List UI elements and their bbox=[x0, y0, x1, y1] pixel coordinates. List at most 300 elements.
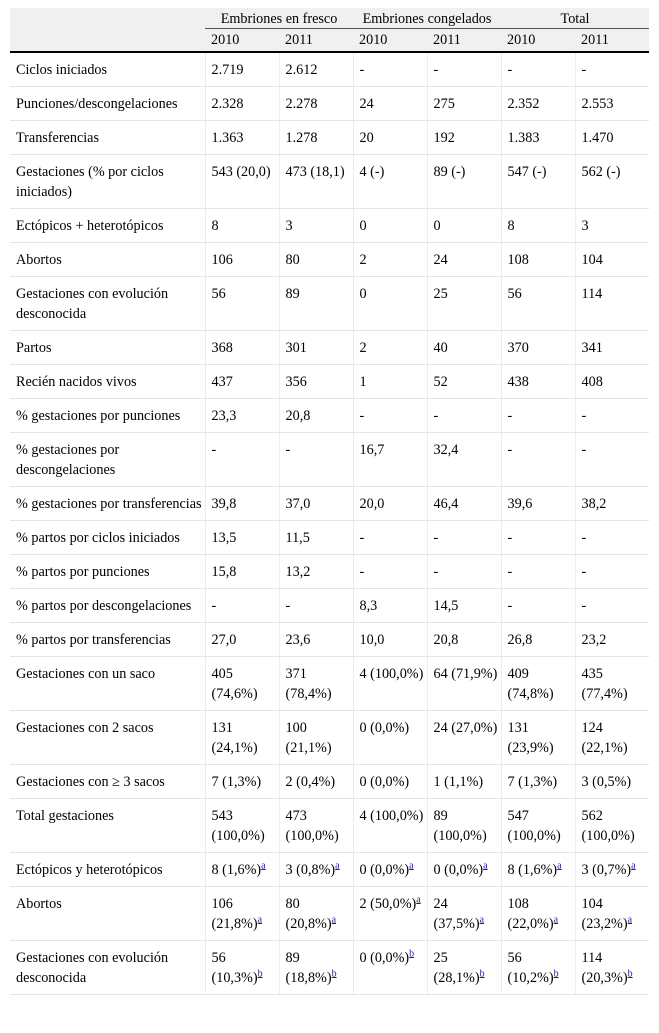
table-cell bbox=[279, 799, 353, 853]
cell-value: - bbox=[581, 442, 587, 458]
row-label: % partos por transferencias bbox=[10, 623, 205, 657]
cell-value: 2.352 bbox=[507, 96, 540, 112]
table-cell bbox=[353, 52, 427, 87]
table-cell bbox=[205, 657, 279, 711]
table-cell bbox=[279, 243, 353, 277]
cell-value: 46,4 bbox=[433, 496, 459, 512]
cell-value: 0 bbox=[359, 286, 367, 302]
table-cell bbox=[205, 155, 279, 209]
table-cell bbox=[353, 555, 427, 589]
table-row bbox=[10, 799, 649, 853]
table-cell bbox=[279, 209, 353, 243]
table-cell bbox=[575, 555, 649, 589]
footnote-link[interactable]: b bbox=[479, 968, 485, 980]
table-row bbox=[10, 853, 649, 887]
cell-value: 40 bbox=[433, 340, 448, 356]
header-group-total: Total bbox=[501, 8, 649, 29]
table-cell bbox=[575, 853, 649, 887]
row-label: Abortos bbox=[10, 887, 205, 941]
table-row bbox=[10, 399, 649, 433]
cell-value: 4 (-) bbox=[359, 164, 385, 180]
row-label: Total gestaciones bbox=[10, 799, 205, 853]
footnote-link[interactable]: a bbox=[261, 860, 266, 872]
table-cell bbox=[353, 941, 427, 995]
cell-value: 56 bbox=[211, 286, 226, 302]
table-cell bbox=[501, 765, 575, 799]
table-cell bbox=[575, 799, 649, 853]
table-cell bbox=[205, 399, 279, 433]
cell-value: 2 bbox=[359, 252, 367, 268]
cell-value: 131 (24,1%) bbox=[211, 720, 258, 756]
cell-value: 106 bbox=[211, 252, 233, 268]
cell-value: 7 (1,3%) bbox=[507, 774, 558, 790]
header-group-congelados: Embriones congelados bbox=[353, 8, 501, 29]
cell-value: 106 (21,8%) bbox=[211, 896, 258, 932]
cell-value: - bbox=[581, 408, 587, 424]
cell-value: 8 (1,6%) bbox=[507, 862, 558, 878]
table-row bbox=[10, 887, 649, 941]
cell-value: 8 (1,6%) bbox=[211, 862, 262, 878]
table-cell bbox=[279, 555, 353, 589]
footnote-link[interactable]: a bbox=[331, 914, 337, 926]
cell-value: 25 bbox=[433, 286, 448, 302]
cell-value: 20,0 bbox=[359, 496, 385, 512]
table-cell bbox=[575, 52, 649, 87]
row-label: Gestaciones con evolución desconocida bbox=[10, 277, 205, 331]
cell-value: 1 bbox=[359, 374, 367, 390]
row-label: % gestaciones por descongelaciones bbox=[10, 433, 205, 487]
table-row bbox=[10, 521, 649, 555]
table-cell bbox=[575, 331, 649, 365]
header-group-row bbox=[10, 8, 649, 29]
cell-value: 2 (0,4%) bbox=[285, 774, 336, 790]
cell-value: 0 (0,0%) bbox=[433, 862, 484, 878]
cell-value: - bbox=[581, 598, 587, 614]
cell-value: - bbox=[507, 442, 513, 458]
row-label: Gestaciones (% por ciclos iniciados) bbox=[10, 155, 205, 209]
cell-value: 275 bbox=[433, 96, 455, 112]
table-cell bbox=[427, 711, 501, 765]
table-cell bbox=[205, 941, 279, 995]
table-cell bbox=[501, 87, 575, 121]
table-cell bbox=[353, 521, 427, 555]
table-cell bbox=[575, 521, 649, 555]
table-cell bbox=[427, 521, 501, 555]
table-row bbox=[10, 555, 649, 589]
cell-value: - bbox=[433, 408, 439, 424]
table-cell bbox=[279, 487, 353, 521]
table-cell bbox=[279, 331, 353, 365]
cell-value: 23,3 bbox=[211, 408, 237, 424]
table-cell bbox=[427, 433, 501, 487]
table-cell bbox=[205, 555, 279, 589]
table-cell bbox=[353, 209, 427, 243]
table-cell bbox=[353, 121, 427, 155]
cell-value: 32,4 bbox=[433, 442, 459, 458]
table-cell bbox=[501, 277, 575, 331]
table-row bbox=[10, 657, 649, 711]
table-cell bbox=[353, 487, 427, 521]
cell-value: 3 bbox=[581, 218, 589, 234]
cell-value: 89 (-) bbox=[433, 164, 466, 180]
table-row bbox=[10, 433, 649, 487]
table-cell bbox=[427, 853, 501, 887]
table-cell bbox=[575, 121, 649, 155]
footnote-link[interactable]: b bbox=[331, 968, 337, 980]
table-cell bbox=[501, 799, 575, 853]
cell-value: 301 bbox=[285, 340, 307, 356]
cell-value: 0 (0,0%) bbox=[359, 950, 410, 966]
table-cell bbox=[575, 941, 649, 995]
cell-value: 405 (74,6%) bbox=[211, 666, 258, 702]
cell-value: 24 (37,5%) bbox=[433, 896, 480, 932]
cell-value: 2 (50,0%) bbox=[359, 896, 417, 912]
header-group-fresco: Embriones en fresco bbox=[205, 8, 353, 29]
footnote-link[interactable]: a bbox=[335, 860, 340, 872]
table-cell bbox=[501, 589, 575, 623]
table-cell bbox=[501, 623, 575, 657]
row-label: Ectópicos + heterotópicos bbox=[10, 209, 205, 243]
cell-value: 20,8 bbox=[285, 408, 311, 424]
footnote-link[interactable]: a bbox=[557, 860, 562, 872]
table-cell bbox=[427, 487, 501, 521]
cell-value: 409 (74,8%) bbox=[507, 666, 554, 702]
cell-value: 0 (0,0%) bbox=[359, 720, 410, 736]
table-cell bbox=[205, 331, 279, 365]
table-cell bbox=[501, 941, 575, 995]
cell-value: - bbox=[359, 530, 365, 546]
cell-value: 23,6 bbox=[285, 632, 311, 648]
cell-value: 356 bbox=[285, 374, 307, 390]
table-row bbox=[10, 121, 649, 155]
table-cell bbox=[279, 433, 353, 487]
footnote-link[interactable]: a bbox=[257, 914, 263, 926]
table-cell bbox=[501, 521, 575, 555]
table-cell bbox=[427, 121, 501, 155]
row-label: Gestaciones con ≥ 3 sacos bbox=[10, 765, 205, 799]
cell-value: 473 (100,0%) bbox=[285, 808, 339, 844]
table-cell bbox=[279, 277, 353, 331]
table-row bbox=[10, 941, 649, 995]
table-cell bbox=[501, 711, 575, 765]
table-cell bbox=[279, 887, 353, 941]
cell-value: 89 (18,8%) bbox=[285, 950, 332, 986]
cell-value: 8 bbox=[507, 218, 515, 234]
table-cell bbox=[353, 589, 427, 623]
table-cell bbox=[205, 765, 279, 799]
cell-value: 80 bbox=[285, 252, 300, 268]
header-year: 2010 bbox=[205, 29, 279, 53]
table-cell bbox=[427, 209, 501, 243]
table-cell bbox=[353, 657, 427, 711]
footnote-link[interactable]: a bbox=[483, 860, 488, 872]
table-cell bbox=[279, 399, 353, 433]
table-cell bbox=[353, 433, 427, 487]
table-cell bbox=[501, 887, 575, 941]
cell-value: 1.278 bbox=[285, 130, 318, 146]
table-cell bbox=[205, 853, 279, 887]
cell-value: 4 (100,0%) bbox=[359, 808, 424, 824]
cell-value: 13,2 bbox=[285, 564, 311, 580]
cell-value: 108 bbox=[507, 252, 529, 268]
table-header bbox=[10, 8, 649, 52]
row-label: % gestaciones por punciones bbox=[10, 399, 205, 433]
cell-value: - bbox=[507, 530, 513, 546]
row-label: Recién nacidos vivos bbox=[10, 365, 205, 399]
cell-value: 3 (0,7%) bbox=[581, 862, 632, 878]
table-cell bbox=[279, 853, 353, 887]
header-year: 2010 bbox=[353, 29, 427, 53]
footnote-link[interactable]: a bbox=[627, 914, 633, 926]
cell-value: - bbox=[507, 62, 513, 78]
cell-value: 64 (71,9%) bbox=[433, 666, 498, 682]
table-cell bbox=[575, 399, 649, 433]
table-cell bbox=[279, 711, 353, 765]
table-cell bbox=[279, 765, 353, 799]
cell-value: 11,5 bbox=[285, 530, 310, 546]
cell-value: 56 (10,2%) bbox=[507, 950, 554, 986]
cell-value: 89 (100,0%) bbox=[433, 808, 487, 844]
cell-value: 2.328 bbox=[211, 96, 244, 112]
row-label: % partos por ciclos iniciados bbox=[10, 521, 205, 555]
cell-value: 13,5 bbox=[211, 530, 237, 546]
table-cell bbox=[353, 623, 427, 657]
table-cell bbox=[575, 209, 649, 243]
cell-value: - bbox=[581, 62, 587, 78]
cell-value: 14,5 bbox=[433, 598, 459, 614]
cell-value: - bbox=[359, 62, 365, 78]
row-label: Abortos bbox=[10, 243, 205, 277]
footnote-link[interactable]: b bbox=[553, 968, 559, 980]
table-cell bbox=[353, 711, 427, 765]
cell-value: 24 bbox=[433, 252, 448, 268]
cell-value: - bbox=[507, 564, 513, 580]
table-cell bbox=[427, 941, 501, 995]
cell-value: 547 (-) bbox=[507, 164, 547, 180]
cell-value: 1.363 bbox=[211, 130, 244, 146]
table-cell bbox=[205, 433, 279, 487]
table-cell bbox=[353, 887, 427, 941]
row-label: Gestaciones con evolución desconocida bbox=[10, 941, 205, 995]
footnote-link[interactable]: a bbox=[409, 860, 414, 872]
cell-value: 104 (23,2%) bbox=[581, 896, 628, 932]
table-cell bbox=[427, 623, 501, 657]
table-cell bbox=[427, 331, 501, 365]
table-cell bbox=[427, 52, 501, 87]
cell-value: 16,7 bbox=[359, 442, 385, 458]
table-cell bbox=[575, 365, 649, 399]
row-label: Gestaciones con 2 sacos bbox=[10, 711, 205, 765]
table-cell bbox=[427, 399, 501, 433]
table-cell bbox=[279, 365, 353, 399]
cell-value: 0 (0,0%) bbox=[359, 862, 410, 878]
row-label: % partos por descongelaciones bbox=[10, 589, 205, 623]
cell-value: 543 (20,0) bbox=[211, 164, 271, 180]
cell-value: 20,8 bbox=[433, 632, 459, 648]
cell-value: 89 bbox=[285, 286, 300, 302]
table-cell bbox=[501, 331, 575, 365]
table-body bbox=[10, 52, 649, 995]
row-label: Partos bbox=[10, 331, 205, 365]
table-row bbox=[10, 623, 649, 657]
table-cell bbox=[427, 589, 501, 623]
table-cell bbox=[205, 487, 279, 521]
table-row bbox=[10, 87, 649, 121]
cell-value: 104 bbox=[581, 252, 603, 268]
cell-value: 438 bbox=[507, 374, 529, 390]
cell-value: 26,8 bbox=[507, 632, 533, 648]
cell-value: 39,6 bbox=[507, 496, 533, 512]
table-cell bbox=[205, 87, 279, 121]
cell-value: 124 (22,1%) bbox=[581, 720, 628, 756]
header-year-row bbox=[10, 29, 649, 53]
table-cell bbox=[501, 365, 575, 399]
footnote-link[interactable]: a bbox=[631, 860, 636, 872]
table-cell bbox=[353, 243, 427, 277]
table-row bbox=[10, 487, 649, 521]
table-cell bbox=[501, 399, 575, 433]
cell-value: 1 (1,1%) bbox=[433, 774, 484, 790]
table-cell bbox=[501, 487, 575, 521]
table-cell bbox=[205, 799, 279, 853]
row-label: Transferencias bbox=[10, 121, 205, 155]
table-cell bbox=[353, 155, 427, 209]
table-cell bbox=[205, 365, 279, 399]
header-year: 2010 bbox=[501, 29, 575, 53]
table-cell bbox=[279, 521, 353, 555]
table-cell bbox=[205, 209, 279, 243]
table-cell bbox=[575, 243, 649, 277]
cell-value: - bbox=[359, 564, 365, 580]
table-cell bbox=[279, 52, 353, 87]
table-cell bbox=[575, 623, 649, 657]
cell-value: 15,8 bbox=[211, 564, 237, 580]
cell-value: 114 bbox=[581, 286, 603, 302]
footnote-link[interactable]: a bbox=[553, 914, 559, 926]
cell-value: 2.612 bbox=[285, 62, 318, 78]
table-cell bbox=[427, 155, 501, 209]
cell-value: 4 (100,0%) bbox=[359, 666, 424, 682]
cell-value: 7 (1,3%) bbox=[211, 774, 262, 790]
table-row bbox=[10, 52, 649, 87]
cell-value: 108 (22,0%) bbox=[507, 896, 554, 932]
cell-value: 1.383 bbox=[507, 130, 540, 146]
table-cell bbox=[575, 87, 649, 121]
cell-value: 543 (100,0%) bbox=[211, 808, 265, 844]
header-corner-year bbox=[10, 29, 205, 53]
table-cell bbox=[575, 711, 649, 765]
table-row bbox=[10, 331, 649, 365]
table-cell bbox=[427, 765, 501, 799]
table-row bbox=[10, 589, 649, 623]
table-cell bbox=[575, 887, 649, 941]
cell-value: 562 (100,0%) bbox=[581, 808, 635, 844]
cell-value: - bbox=[359, 408, 365, 424]
footnote-link[interactable]: b bbox=[257, 968, 263, 980]
table-cell bbox=[279, 623, 353, 657]
table-cell bbox=[427, 365, 501, 399]
table-cell bbox=[501, 121, 575, 155]
cell-value: 0 bbox=[433, 218, 441, 234]
footnote-link[interactable]: a bbox=[479, 914, 485, 926]
cell-value: 23,2 bbox=[581, 632, 607, 648]
header-year: 2011 bbox=[279, 29, 353, 53]
cell-value: 20 bbox=[359, 130, 374, 146]
row-label: Ciclos iniciados bbox=[10, 52, 205, 87]
table-cell bbox=[279, 589, 353, 623]
cell-value: - bbox=[581, 530, 587, 546]
cell-value: 80 (20,8%) bbox=[285, 896, 332, 932]
table-row bbox=[10, 155, 649, 209]
table-cell bbox=[205, 623, 279, 657]
table-cell bbox=[205, 121, 279, 155]
row-label: Gestaciones con un saco bbox=[10, 657, 205, 711]
cell-value: 24 (27,0%) bbox=[433, 720, 498, 736]
cell-value: 368 bbox=[211, 340, 233, 356]
cell-value: - bbox=[211, 598, 217, 614]
footnote-link[interactable]: b bbox=[409, 948, 415, 960]
cell-value: 435 (77,4%) bbox=[581, 666, 628, 702]
table-cell bbox=[575, 277, 649, 331]
cell-value: 1.470 bbox=[581, 130, 614, 146]
table-cell bbox=[575, 155, 649, 209]
table-cell bbox=[353, 277, 427, 331]
cell-value: 3 (0,8%) bbox=[285, 862, 336, 878]
row-label: Ectópicos y heterotópicos bbox=[10, 853, 205, 887]
cell-value: 52 bbox=[433, 374, 448, 390]
header-corner bbox=[10, 8, 205, 29]
table-cell bbox=[501, 657, 575, 711]
cell-value: 437 bbox=[211, 374, 233, 390]
table-cell bbox=[427, 657, 501, 711]
table-cell bbox=[575, 487, 649, 521]
footnote-link[interactable]: b bbox=[627, 968, 633, 980]
table-cell bbox=[205, 711, 279, 765]
table-row bbox=[10, 209, 649, 243]
cell-value: 0 (0,0%) bbox=[359, 774, 410, 790]
cell-value: - bbox=[433, 530, 439, 546]
cell-value: - bbox=[285, 598, 291, 614]
table-cell bbox=[575, 657, 649, 711]
table-row bbox=[10, 365, 649, 399]
cell-value: 27,0 bbox=[211, 632, 237, 648]
table-cell bbox=[279, 87, 353, 121]
table-cell bbox=[353, 853, 427, 887]
cell-value: 56 bbox=[507, 286, 522, 302]
cell-value: 547 (100,0%) bbox=[507, 808, 561, 844]
cell-value: 2.553 bbox=[581, 96, 614, 112]
cell-value: 2 bbox=[359, 340, 367, 356]
footnote-link[interactable]: a bbox=[416, 894, 421, 906]
cell-value: 192 bbox=[433, 130, 455, 146]
table-cell bbox=[279, 121, 353, 155]
table-cell bbox=[279, 155, 353, 209]
row-label: Punciones/descongelaciones bbox=[10, 87, 205, 121]
cell-value: 38,2 bbox=[581, 496, 607, 512]
table-cell bbox=[501, 853, 575, 887]
cell-value: - bbox=[507, 408, 513, 424]
table-cell bbox=[205, 52, 279, 87]
cell-value: 0 bbox=[359, 218, 367, 234]
table-cell bbox=[501, 243, 575, 277]
table-row bbox=[10, 711, 649, 765]
cell-value: - bbox=[433, 62, 439, 78]
table-cell bbox=[427, 243, 501, 277]
cell-value: 473 (18,1) bbox=[285, 164, 345, 180]
row-label: % gestaciones por transferencias bbox=[10, 487, 205, 521]
table-cell bbox=[353, 765, 427, 799]
cell-value: 370 bbox=[507, 340, 529, 356]
